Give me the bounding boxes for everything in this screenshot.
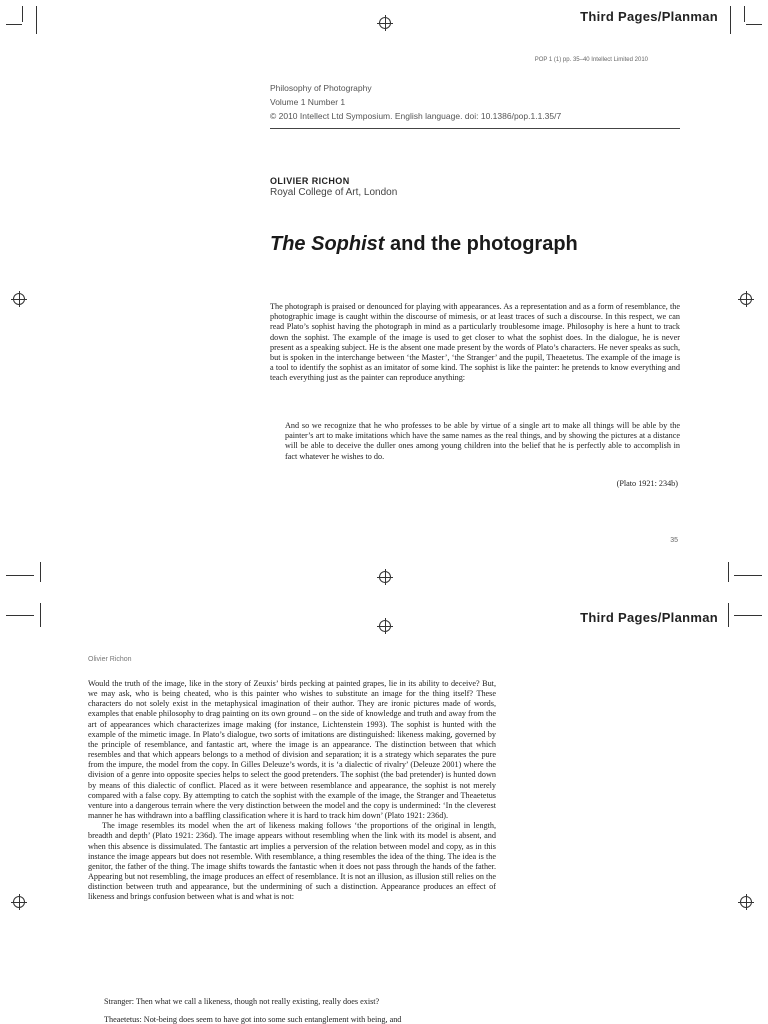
page-number: 35 — [670, 537, 678, 544]
registration-mark-icon — [379, 17, 391, 29]
slug-line: Third Pages/Planman — [580, 610, 718, 625]
title-rest: and the photograph — [384, 233, 578, 255]
crop-mark — [746, 24, 762, 25]
dialog-line: Stranger: Then what we call a likeness, though not really existing, really does exist? — [104, 997, 380, 1006]
body-text — [88, 679, 496, 902]
block-quote: And so we recognize that he who professes to be able by virtue of a single art to make all things will be able by the painter’s art to make imitations which have the same names as the real things, and by showing the pictures at a distance will be able to deceive the duller ones among young children into the belief that he is perfectly able to accomplish in fact whatever he wishes to do. — [285, 421, 680, 461]
crop-mark — [734, 615, 762, 616]
crop-mark — [6, 24, 22, 25]
journal-volume: Volume 1 Number 1 — [270, 97, 346, 107]
crop-mark — [728, 603, 729, 627]
crop-mark — [40, 603, 41, 627]
crop-mark — [22, 6, 23, 22]
registration-mark-icon — [379, 620, 391, 632]
journal-copyright: © 2010 Intellect Ltd Symposium. English language. doi: 10.1386/pop.1.1.35/7 — [270, 111, 562, 121]
title-italic: The Sophist — [270, 233, 385, 255]
article-title — [270, 233, 578, 256]
running-head: Olivier Richon — [88, 656, 132, 663]
body-paragraph: Would the truth of the image, like in the story of Zeuxis’ birds pecking at painted grapes, lie in its ability to deceive? But, we may ask, who is being cheated, who is this painter who wishes to substitute an image for the thing itself? These characters do not solely exist in the metaphysical imagination of their author. They are ironic pictures made of words, examples that enable philosophy to drag painting on its own ground – on the side of knowledge and truth and away from the art of appearances which characterizes image making (for instance, Lichtenstein 1993). The sophist is hunted with the example of the mimetic image. In Plato’s dialogue, two sorts of imitations are distinguished: likeness making, governed by the principle of resemblance, and fantastic art, where the image is an appearance. The distinction between that which resembles and that which appears belongs to a method of division and separation; it is a strategy which separates the pure from the impure, the model from the copy. In Gilles Deleuze’s words, it is ‘a dialectic of rivalry’ (Deleuze 2001) where the division of a genre into opposite species helps to select the good pretenders. The sophist (the bad pretender) is hunted down by means of this dialectic of conflict. Placed as it were between resemblance and appearance, the sophist is not merely compared with a false copy. By attempting to catch the sophist with the example of the image, the Stranger and Theaetetus venture into a dangerous terrain where the very distinction between the model and the copy is undermined: ‘In the cleverest manner he has withdrawn into a baffling classification where it is hard to track him down’ (Plato 1921: 236d). — [88, 679, 496, 821]
crop-mark — [730, 6, 731, 34]
slug-line: Third Pages/Planman — [580, 9, 718, 24]
dialog-line: Theaetetus: Not-being does seem to have got into some such entanglement with being, and — [104, 1015, 402, 1024]
crop-mark — [6, 615, 34, 616]
journal-info — [270, 81, 680, 123]
crop-mark — [36, 6, 37, 34]
quote-citation: (Plato 1921: 234b) — [616, 479, 678, 488]
journal-title: Philosophy of Photography — [270, 83, 372, 93]
author-name: OLIVIER RICHON — [270, 176, 350, 186]
header-rule — [270, 128, 680, 129]
intro-paragraph: The photograph is praised or denounced for playing with appearances. As a representation and as a form of resemblance, the photographic image is caught within the discourse of mimesis, or at least traces of such a discourse. In this respect, we can read Plato’s sophist having the photograph in mind as a particularly troublesome image. Philosophy is here a hunt to track down the sophist. The example of the image is used to get closer to what the sophist does. In the dialogue, he is never present as a speaking subject. He is the absent one made present by the words of Plato’s characters. He never speaks as such, but is spoken in the interchange between ‘the Master’, ‘the Stranger’ and the pupil, Theaetetus. The example of the image is a tool to identify the sophist as an imitator of some kind. The sophist is like the painter: he pretends to know everything and teach everything just as the painter can reproduce anything: — [270, 302, 680, 383]
registration-mark-icon — [13, 896, 25, 908]
body-paragraph: The image resembles its model when the art of likeness making follows ‘the proportions of the original in length, breadth and depth’ (Plato 1921: 236d). The image appears without resembling when the link with its model is absent, and when this absence is dissimulated. The fantastic art implies a perversion of the relation between model and copy, as in this instance the image appears but does not resemble. With resemblance, a thing resembles the idea of the thing. The idea is the genitor, the father of the thing. The image shifts towards the fantastic when it does not pass through the hands of the father. Appearing but not resembling, the image produces an effect of resemblance. It is not an illusion, as illusion still relies on the distinction between truth and appearance, but the undermining of such a distinction. Appearance produces an effect of likeness and brings confusion between what is and what is not: — [88, 821, 496, 902]
page-36 — [0, 560, 768, 1024]
author-affiliation: Royal College of Art, London — [270, 187, 398, 198]
registration-mark-icon — [740, 896, 752, 908]
citation-line: POP 1 (1) pp. 35–40 Intellect Limited 2010 — [534, 57, 648, 63]
crop-mark — [744, 6, 745, 22]
registration-mark-icon — [13, 293, 25, 305]
registration-mark-icon — [740, 293, 752, 305]
